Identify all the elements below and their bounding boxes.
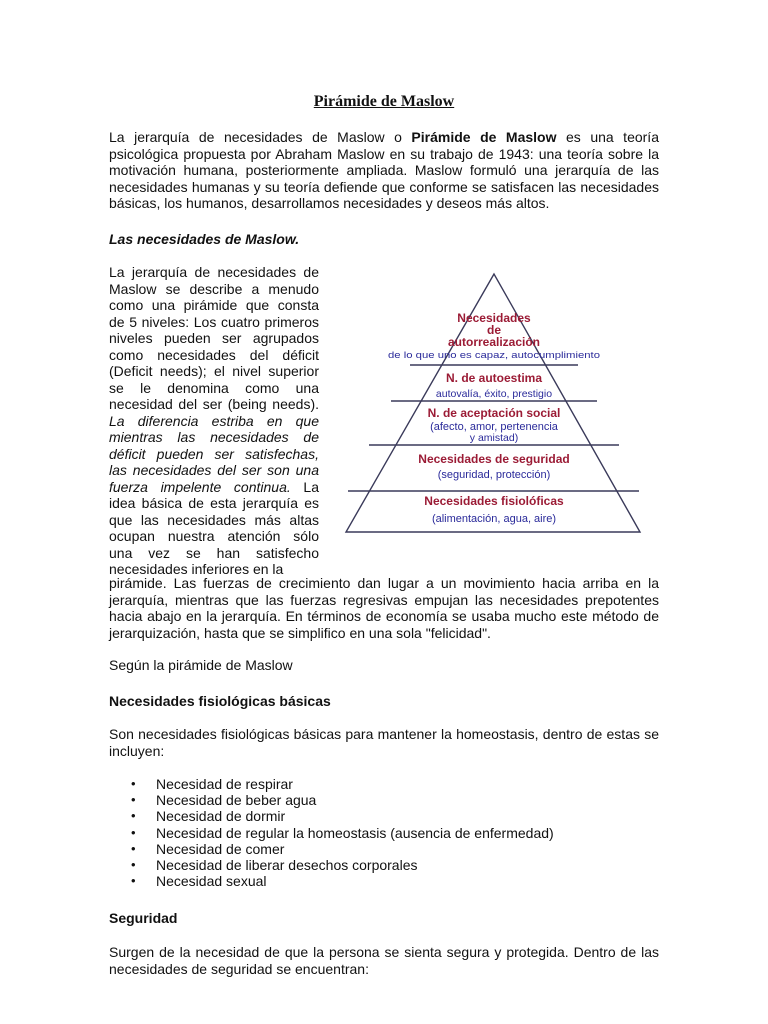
intro-paragraph — [109, 129, 659, 212]
intro-text-2: es una teoría psicológica propuesta por Abraham Maslow en su trabajo de 1943: una teoría sobre la motivación humana, posteriormente ampliada. Maslow formuló una jerarquía de las necesidades humanas y su teoría defiende que conforme se satisfacen las necesidades básicas, los humanos, desarrollamos necesidades y deseos más altos. — [109, 129, 659, 211]
section-heading-necesidades: Las necesidades de Maslow. — [109, 231, 300, 247]
level1-title-3: autorrealización — [447, 335, 541, 349]
section1-continuation — [109, 575, 659, 641]
list-item: • Necesidad de dormir — [109, 808, 609, 824]
section1-italic-text: La diferencia estriba en que mientras las necesidades de déficit pueden ser satisfechas, las necesidades del ser son una fuerza impelente continua. — [109, 412, 319, 495]
continuation-line-3: hacia abajo en la jerarquía. En términos de economía se usaba mucho este método de — [109, 608, 659, 624]
maslow-pyramid-figure — [344, 270, 644, 540]
list-item: • Necesidad de beber agua — [109, 792, 609, 808]
list-item: • Necesidad de regular la homeostasis (ausencia de enfermedad) — [109, 825, 609, 841]
level2-subtitle: autovalía, éxito, prestigio — [435, 388, 553, 400]
list-item: • Necesidad de comer — [109, 841, 609, 857]
level5-title: Necesidades fisiolóficas — [424, 494, 564, 508]
level3-subtitle-1: (afecto, amor, pertenencia — [430, 421, 558, 433]
level1-title-1: Necesidades — [457, 311, 531, 325]
section1-text-2: La idea básica de esta jerarquía es que las necesidades más altas ocupan nuestra atención sólo una vez se han satisfecho necesidades inferiores en la — [109, 478, 319, 577]
list-item: • Necesidad de respirar — [109, 776, 609, 792]
intro-bold-term: Pirámide de Maslow — [411, 129, 557, 145]
needs-list — [109, 776, 609, 889]
section-heading-fisiologicas: Necesidades fisiológicas básicas — [109, 693, 331, 709]
level3-title: N. de aceptación social — [427, 406, 561, 420]
continuation-line-4: jerarquización, hasta que se simplifico en una sola "felicidad". — [109, 624, 491, 641]
segun-text: Según la pirámide de Maslow — [109, 657, 293, 673]
list-item: • Necesidad sexual — [109, 873, 609, 889]
section3-paragraph: Surgen de la necesidad de que la persona se sienta segura y protegida. Dentro de las necesidades de seguridad se encuentran: — [109, 944, 659, 977]
level4-subtitle: (seguridad, protección) — [437, 469, 551, 481]
section1-text-1: La jerarquía de necesidades de Maslow se describe a menudo como una pirámide que consta de 5 niveles: Los cuatro primeros niveles pueden ser agrupados como necesidades del déficit (Deficit needs); el nivel superior se le denomina como una necesidad del ser (being needs). — [109, 264, 319, 412]
level1-subtitle: de lo que uno es capaz, autocumplimiento — [388, 350, 600, 361]
level5-subtitle: (alimentación, agua, aire) — [431, 513, 557, 525]
level1-title-2: de — [486, 323, 502, 337]
level4-title: Necesidades de seguridad — [418, 452, 570, 466]
intro-text-1: La jerarquía de necesidades de Maslow o — [109, 129, 412, 145]
level3-subtitle-2: y amistad) — [469, 432, 519, 444]
level2-title: N. de autoestima — [445, 371, 543, 385]
section2-paragraph: Son necesidades fisiológicas básicas para mantener la homeostasis, dentro de estas se incluyen: — [109, 726, 659, 759]
section-heading-seguridad: Seguridad — [109, 910, 178, 926]
page-title: Pirámide de Maslow — [313, 93, 455, 110]
section1-paragraph — [109, 264, 319, 578]
list-item: • Necesidad de liberar desechos corporales — [109, 857, 609, 873]
continuation-line-1: pirámide. Las fuerzas de crecimiento dan lugar a un movimiento hacia arriba en la — [109, 575, 659, 591]
continuation-line-2: jerarquía, mientras que las fuerzas regresivas empujan las necesidades prepotentes — [109, 591, 659, 608]
